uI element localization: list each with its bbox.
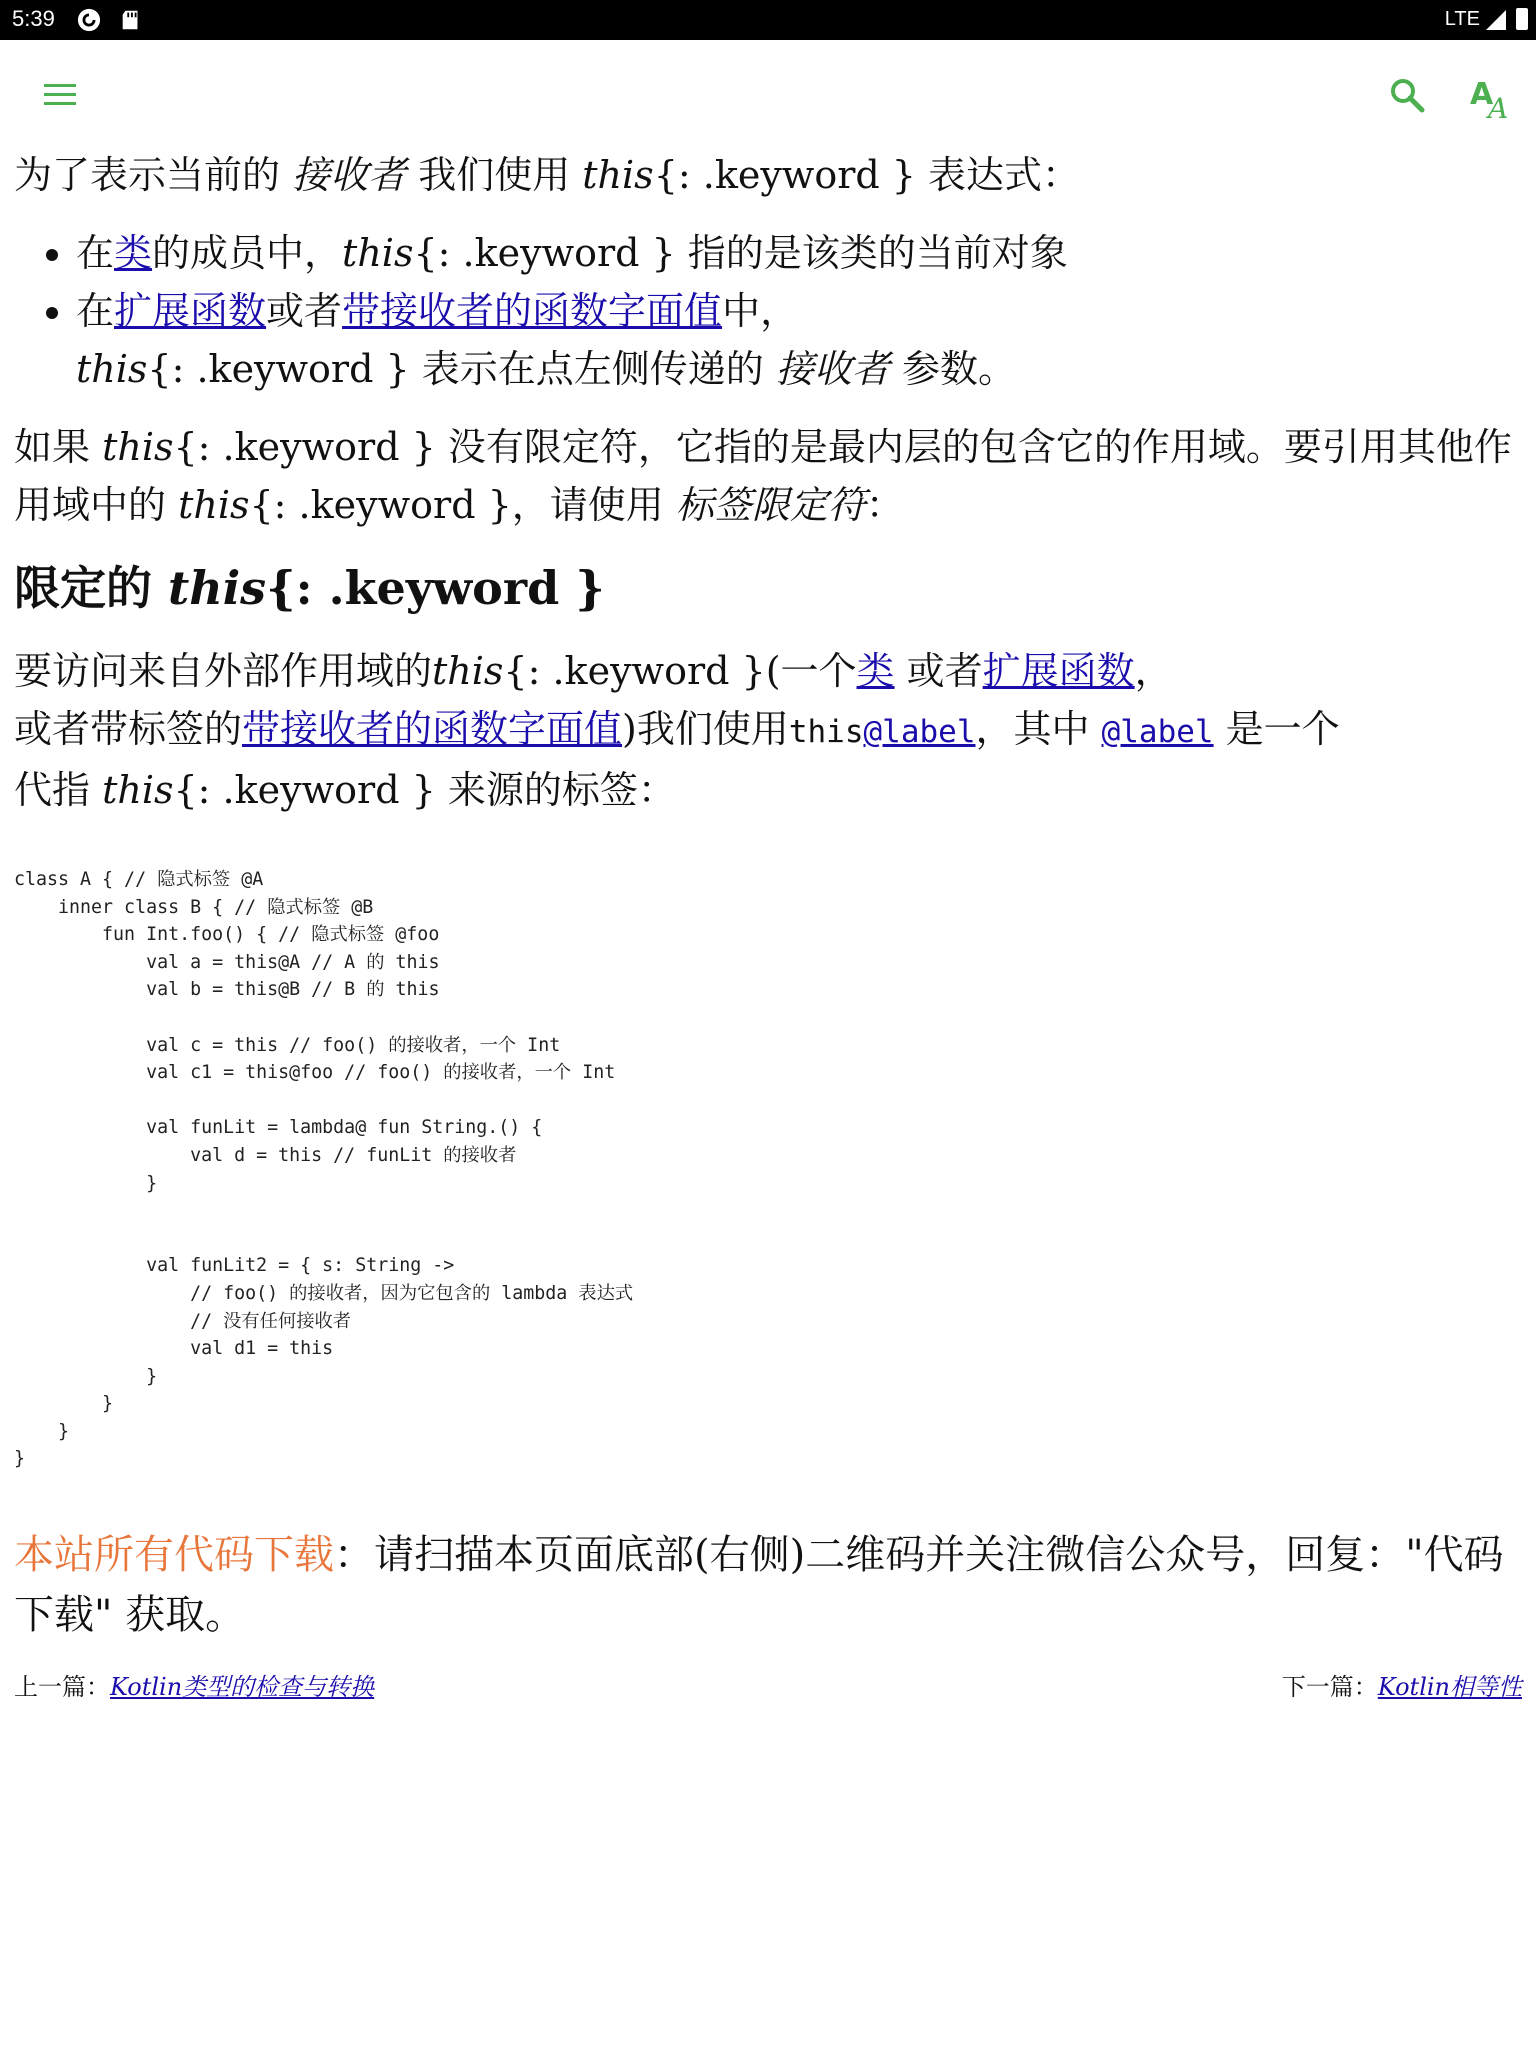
status-bar [0,0,1536,40]
prev-article [14,1670,374,1704]
text-receiver: 接收者 [775,347,890,391]
text: 代指 [14,768,103,812]
article-content [14,146,1514,841]
section-heading [14,556,1514,620]
next-article-link[interactable]: Kotlin相等性 [1377,1673,1522,1701]
text: 限定的 [14,561,169,615]
text: 我们使用 [406,153,583,197]
signal-icon [1486,10,1506,30]
text: 或者 [266,289,343,333]
download-highlight: 本站所有代码下载 [14,1532,334,1578]
text: ： [865,483,904,527]
text: 中， [722,289,799,333]
link-function-literal-with-receiver[interactable]: 带接收者的函数字面值 [242,707,623,751]
app-toolbar [0,40,1536,150]
list-item [76,282,1514,398]
text-this: this [168,561,267,615]
font-size-icon[interactable] [1468,72,1520,124]
link-class[interactable]: 类 [856,649,895,693]
text: {: .keyword } [266,561,605,615]
text: 如果 [14,425,103,469]
prev-article-link[interactable]: Kotlin类型的检查与转换 [110,1673,375,1701]
text-this: this [432,649,504,693]
qualified-paragraph [14,642,1514,819]
menu-icon[interactable] [40,74,84,118]
text: )我们使用 [622,707,789,751]
text-this: this [102,425,174,469]
link-label-code[interactable]: @label [1101,714,1214,750]
list-item [76,224,1514,282]
text: {: .keyword } 来源的标签： [173,768,676,812]
text: {: .keyword }，请使用 [249,483,676,527]
text: ， [1134,649,1173,693]
text-this: this [76,347,148,391]
code-block: class A { // 隐式标签 @A inner class B { // 隐式标签 @B fun Int.foo() { // 隐式标签 @foo val a = this@A // A 的 this val b = this@B // B 的 this val c = this // foo() 的接收者，一个 Int val c1 = this@foo // foo() 的接收者，一个 Int val funLit = lambda@ fun String.() { val d = this // funLit 的接收者 } val funLit2 = { s: String -> // foo() 的接收者，因为它包含的 lambda 表达式 // 没有任何接收者 val d1 = this } } } } [14,869,634,1470]
inline-code: this [788,714,864,750]
text-this: this [102,768,174,812]
text: 是一个 [1213,707,1340,751]
prev-label: 上一篇： [14,1673,110,1701]
link-class[interactable]: 类 [114,231,153,275]
search-icon[interactable] [1386,74,1430,118]
text: {: .keyword }(一个 [503,649,857,693]
unqualified-paragraph [14,418,1514,534]
text: ，其中 [975,707,1102,751]
battery-icon [1516,8,1528,30]
link-function-literal-with-receiver[interactable]: 带接收者的函数字面值 [342,289,723,333]
link-label-code[interactable]: @label [863,714,976,750]
text-receiver: 接收者 [292,153,407,197]
status-time: 5:39 [12,6,55,31]
text: 参数。 [889,347,1016,391]
text: {: .keyword } 表达式： [653,153,1081,197]
text: 为了表示当前的 [14,153,293,197]
text-this: this [342,231,414,275]
article-navigation [14,1670,1522,1704]
text: 的成员中， [152,231,343,275]
bullet-list [14,224,1514,398]
text: 或者 [894,649,983,693]
text: 在 [76,289,115,333]
text-label-qualifier: 标签限定符 [675,483,866,527]
text: 要访问来自外部作用域的 [14,649,433,693]
link-extension-function[interactable]: 扩展函数 [114,289,267,333]
text: {: .keyword } 表示在点左侧传递的 [147,347,776,391]
text-this: this [582,153,654,197]
pocket-casts-icon [76,8,102,32]
download-text: ：请扫描本页面底部(右侧)二维码并关注微信公众号，回复："代码下载" 获取。 [14,1532,1504,1638]
next-article [1282,1670,1522,1704]
link-extension-function[interactable]: 扩展函数 [982,649,1135,693]
sd-card-icon [118,8,144,32]
text: 或者带标签的 [14,707,243,751]
svg-text:A: A [1488,92,1509,124]
svg-text:A: A [1470,77,1494,112]
text: {: .keyword } 没有限定符，它指的是最内层的包含它的作用域。要引用其他作用域中的 [14,425,1512,527]
intro-paragraph [14,146,1514,204]
download-notice [14,1525,1514,1645]
network-type: LTE [1444,8,1480,30]
text-this: this [178,483,250,527]
text: 在 [76,231,115,275]
next-label: 下一篇： [1281,1673,1378,1701]
text: {: .keyword } 指的是该类的当前对象 [413,231,1068,275]
